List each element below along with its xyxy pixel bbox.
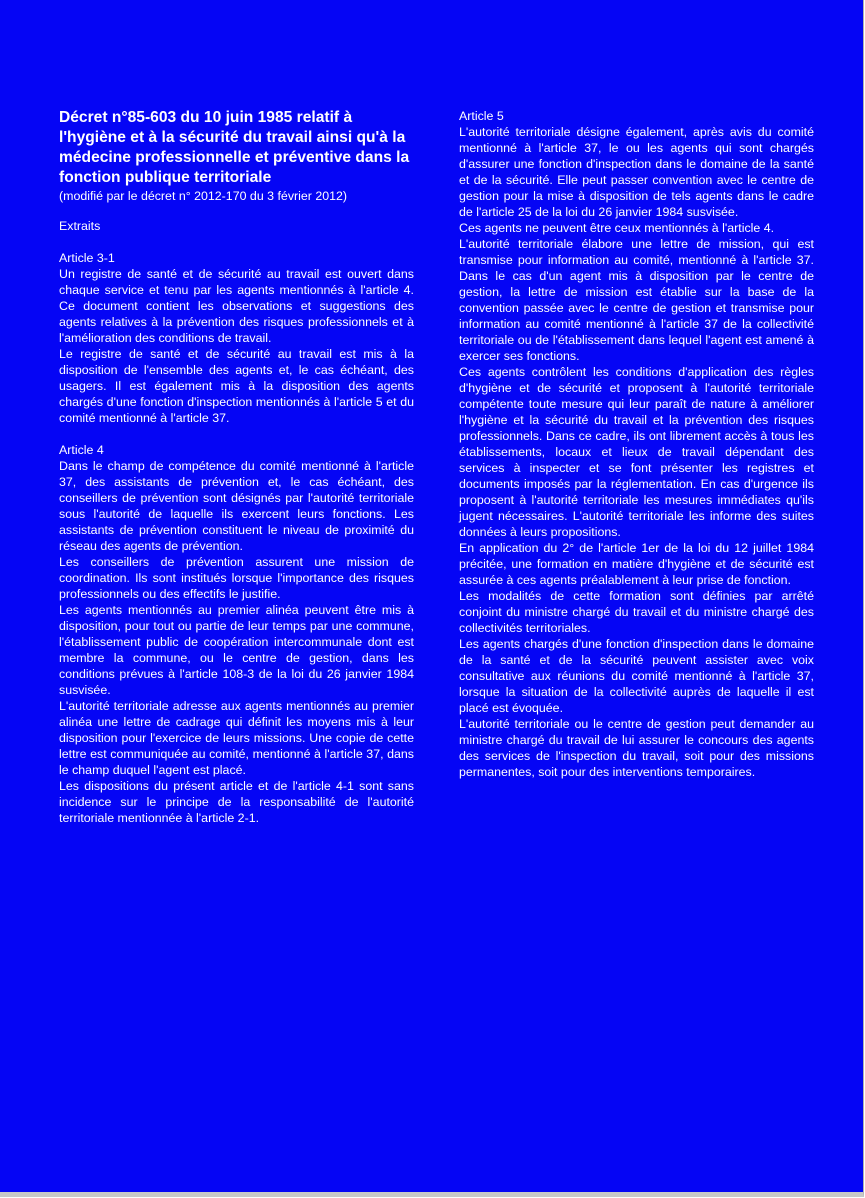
paragraph: Les dispositions du présent article et de l'article 4-1 sont sans incidence sur le principe de la responsabilité de l'autorité territoriale mentionnée à l'article 2-1. — [59, 779, 414, 825]
article-heading: Article 5 — [459, 109, 504, 123]
article-4 — [59, 442, 414, 826]
paragraph: Ces agents ne peuvent être ceux mentionnés à l'article 4. — [459, 221, 775, 235]
paragraph: Les agents mentionnés au premier alinéa peuvent être mis à disposition, pour tout ou partie de leur temps par une commune, l'établissement public de coopération intercommunale dont est membre la commune, ou le centre de gestion, dans les conditions prévues à l'article 108-3 de la loi du 26 janvier 1984 susvisée. — [59, 603, 414, 697]
paragraph: Ces agents contrôlent les conditions d'application des règles d'hygiène et de sécurité et proposent à l'autorité territoriale compétente toute mesure qui leur paraît de nature à améliorer l'hygiène et la sécurité du travail et la prévention des risques professionnels. Dans ce cadre, ils ont librement accès à tous les établissements, locaux et lieux de travail dépendant des services à inspecter et se font présenter les registres et documents imposés par la réglementation. En cas d'urgence ils proposent à l'autorité territoriale les mesures immédiates qu'ils jugent nécessaires. L'autorité territoriale les informe des suites données à leurs propositions. — [459, 365, 814, 539]
article-3-1 — [59, 250, 414, 426]
paragraph: L'autorité territoriale ou le centre de gestion peut demander au ministre chargé du travail de lui assurer le concours des agents des services de l'inspection du travail, soit pour des missions permanentes, soit pour des interventions temporaires. — [459, 717, 814, 779]
article-heading: Article 3-1 — [59, 251, 115, 265]
paragraph: Un registre de santé et de sécurité au travail est ouvert dans chaque service et tenu par les agents mentionnés à l'article 4. Ce document contient les observations et suggestions des agents relatives à la prévention des risques professionnels et à l'amélioration des conditions de travail. — [59, 267, 414, 345]
paragraph: Le registre de santé et de sécurité au travail est mis à la disposition de l'ensemble des agents et, le cas échéant, des usagers. Il est également mis à la disposition des agents chargés d'une fonction d'inspection mentionnés à l'article 5 et du comité mentionné à l'article 37. — [59, 347, 414, 425]
extraits-label: Extraits — [59, 219, 101, 233]
article-heading: Article 4 — [59, 443, 104, 457]
paragraph: Dans le champ de compétence du comité mentionné à l'article 37, des assistants de prévention et, le cas échéant, des conseillers de prévention sont désignés par l'autorité territoriale sous l'autorité de laquelle ils exercent leurs fonctions. Les assistants de prévention constituent le niveau de proximité du réseau des agents de prévention. — [59, 459, 414, 553]
right-column — [459, 108, 814, 780]
paragraph: L'autorité territoriale désigne également, après avis du comité mentionné à l'article 37, le ou les agents qui sont chargés d'assurer une fonction d'inspection dans le domaine de la santé et de la sécurité. Elle peut passer convention avec le centre de gestion pour la mise à disposition de tels agents dans le cadre de l'article 25 de la loi du 26 janvier 1984 susvisée. — [459, 125, 814, 219]
paragraph: L'autorité territoriale élabore une lettre de mission, qui est transmise pour information au comité, mentionné à l'article 37. Dans le cas d'un agent mis à disposition par le centre de gestion, la lettre de mission est établie sur la base de la convention passée avec le centre de gestion et transmise pour information au comité mentionné à l'article 37 de la collectivité territoriale ou de l'établissement dans lequel l'agent est amené à exercer ses fonctions. — [459, 237, 814, 363]
document-title: Décret n°85-603 du 10 juin 1985 relatif à l'hygiène et à la sécurité du travail ainsi qu'à la médecine professionnelle et préventive dans la fonction publique territoriale — [59, 109, 410, 186]
paragraph: Les agents chargés d'une fonction d'inspection dans le domaine de la santé et de la sécurité peuvent assister avec voix consultative aux réunions du comité mentionné à l'article 37, lorsque la situation de la collectivité auprès de laquelle il est placé est évoquée. — [459, 637, 814, 715]
document-subtitle: (modifié par le décret n° 2012-170 du 3 février 2012) — [59, 189, 348, 203]
paragraph: En application du 2° de l'article 1er de la loi du 12 juillet 1984 précitée, une formation en matière d'hygiène et de sécurité est assurée à ces agents préalablement à leur prise de fonction. — [459, 541, 814, 587]
paragraph: Les modalités de cette formation sont définies par arrêté conjoint du ministre chargé du travail et du ministre chargé des collectivités territoriales. — [459, 589, 814, 635]
paragraph: Les conseillers de prévention assurent une mission de coordination. Ils sont institués lorsque l'importance des risques professionnels ou des effectifs le justifie. — [59, 555, 414, 601]
left-column — [59, 108, 414, 826]
article-5 — [459, 108, 814, 780]
paragraph: L'autorité territoriale adresse aux agents mentionnés au premier alinéa une lettre de cadrage qui définit les moyens mis à leur disposition pour l'exercice de leurs missions. Une copie de cette lettre est communiquée au comité, mentionné à l'article 37, dans le champ duquel l'agent est placé. — [59, 699, 414, 777]
